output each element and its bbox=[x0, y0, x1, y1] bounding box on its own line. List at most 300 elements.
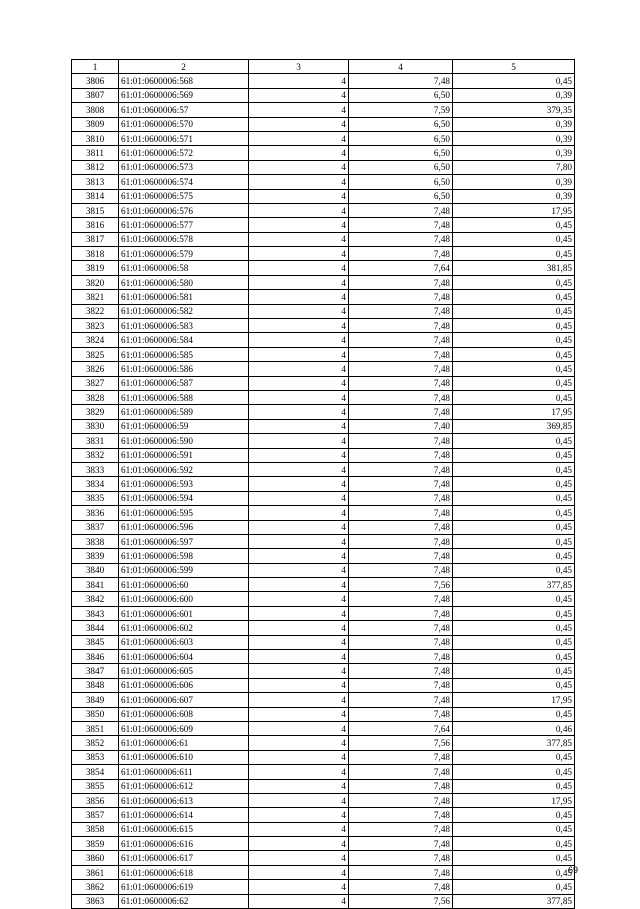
column-4-cell: 7,48 bbox=[349, 347, 453, 361]
column-4-cell: 7,48 bbox=[349, 606, 453, 620]
table-row bbox=[72, 606, 575, 620]
column-5-cell: 17,95 bbox=[453, 203, 575, 217]
column-3-cell: 4 bbox=[249, 793, 349, 807]
column-3-cell: 4 bbox=[249, 664, 349, 678]
row-number-cell: 3823 bbox=[72, 319, 119, 333]
cadastral-number-cell: 61:01:0600006:618 bbox=[119, 865, 249, 879]
column-5-cell: 0,39 bbox=[453, 117, 575, 131]
column-4-cell: 7,48 bbox=[349, 74, 453, 88]
column-5-cell: 377,85 bbox=[453, 736, 575, 750]
cadastral-number-cell: 61:01:0600006:613 bbox=[119, 793, 249, 807]
table-row bbox=[72, 793, 575, 807]
cadastral-number-cell: 61:01:0600006:594 bbox=[119, 491, 249, 505]
column-5-cell: 0,45 bbox=[453, 880, 575, 894]
column-4-cell: 7,48 bbox=[349, 319, 453, 333]
row-number-cell: 3835 bbox=[72, 491, 119, 505]
table-row bbox=[72, 160, 575, 174]
row-number-cell: 3846 bbox=[72, 650, 119, 664]
column-4-cell: 7,48 bbox=[349, 549, 453, 563]
column-3-cell: 4 bbox=[249, 218, 349, 232]
column-3-cell: 4 bbox=[249, 678, 349, 692]
table-row bbox=[72, 693, 575, 707]
column-3-cell: 4 bbox=[249, 606, 349, 620]
column-4-cell: 7,48 bbox=[349, 218, 453, 232]
row-number-cell: 3856 bbox=[72, 793, 119, 807]
cadastral-number-cell: 61:01:0600006:582 bbox=[119, 304, 249, 318]
table-header-row bbox=[72, 60, 575, 74]
table-row bbox=[72, 520, 575, 534]
column-4-cell: 7,48 bbox=[349, 837, 453, 851]
column-3-cell: 4 bbox=[249, 247, 349, 261]
column-5-cell: 0,45 bbox=[453, 678, 575, 692]
table-row bbox=[72, 175, 575, 189]
row-number-cell: 3851 bbox=[72, 721, 119, 735]
column-4-cell: 7,48 bbox=[349, 592, 453, 606]
row-number-cell: 3817 bbox=[72, 232, 119, 246]
column-4-cell: 6,50 bbox=[349, 131, 453, 145]
table-row bbox=[72, 319, 575, 333]
cadastral-number-cell: 61:01:0600006:570 bbox=[119, 117, 249, 131]
column-5-cell: 0,45 bbox=[453, 434, 575, 448]
table-row bbox=[72, 261, 575, 275]
table-row bbox=[72, 880, 575, 894]
cadastral-number-cell: 61:01:0600006:615 bbox=[119, 822, 249, 836]
column-5-cell: 0,45 bbox=[453, 347, 575, 361]
column-4-cell: 7,48 bbox=[349, 247, 453, 261]
table-row bbox=[72, 822, 575, 836]
table-row bbox=[72, 347, 575, 361]
row-number-cell: 3809 bbox=[72, 117, 119, 131]
row-number-cell: 3839 bbox=[72, 549, 119, 563]
row-number-cell: 3806 bbox=[72, 74, 119, 88]
column-3-cell: 4 bbox=[249, 117, 349, 131]
row-number-cell: 3813 bbox=[72, 175, 119, 189]
column-4-cell: 6,50 bbox=[349, 88, 453, 102]
row-number-cell: 3829 bbox=[72, 405, 119, 419]
column-4-cell: 6,50 bbox=[349, 146, 453, 160]
cadastral-number-cell: 61:01:0600006:581 bbox=[119, 290, 249, 304]
cadastral-number-cell: 61:01:0600006:577 bbox=[119, 218, 249, 232]
column-5-cell: 0,46 bbox=[453, 721, 575, 735]
row-number-cell: 3822 bbox=[72, 304, 119, 318]
column-3-cell: 4 bbox=[249, 74, 349, 88]
cadastral-number-cell: 61:01:0600006:608 bbox=[119, 707, 249, 721]
cadastral-number-cell: 61:01:0600006:585 bbox=[119, 347, 249, 361]
column-3-cell: 4 bbox=[249, 635, 349, 649]
column-3-cell: 4 bbox=[249, 477, 349, 491]
cadastral-number-cell: 61:01:0600006:619 bbox=[119, 880, 249, 894]
row-number-cell: 3832 bbox=[72, 448, 119, 462]
row-number-cell: 3830 bbox=[72, 419, 119, 433]
column-5-cell: 0,45 bbox=[453, 549, 575, 563]
cadastral-number-cell: 61:01:0600006:580 bbox=[119, 275, 249, 289]
column-5-cell: 0,45 bbox=[453, 563, 575, 577]
column-5-cell: 0,45 bbox=[453, 765, 575, 779]
column-header: 4 bbox=[349, 60, 453, 74]
row-number-cell: 3824 bbox=[72, 333, 119, 347]
column-4-cell: 7,48 bbox=[349, 333, 453, 347]
table-row bbox=[72, 621, 575, 635]
cadastral-number-cell: 61:01:0600006:602 bbox=[119, 621, 249, 635]
row-number-cell: 3861 bbox=[72, 865, 119, 879]
row-number-cell: 3858 bbox=[72, 822, 119, 836]
column-4-cell: 7,48 bbox=[349, 405, 453, 419]
column-5-cell: 0,45 bbox=[453, 621, 575, 635]
column-3-cell: 4 bbox=[249, 563, 349, 577]
column-3-cell: 4 bbox=[249, 462, 349, 476]
column-header: 5 bbox=[453, 60, 575, 74]
column-4-cell: 7,56 bbox=[349, 578, 453, 592]
row-number-cell: 3814 bbox=[72, 189, 119, 203]
column-4-cell: 7,48 bbox=[349, 491, 453, 505]
column-3-cell: 4 bbox=[249, 376, 349, 390]
column-4-cell: 7,48 bbox=[349, 865, 453, 879]
column-4-cell: 7,48 bbox=[349, 203, 453, 217]
cadastral-number-cell: 61:01:0600006:598 bbox=[119, 549, 249, 563]
table-row bbox=[72, 419, 575, 433]
table-row bbox=[72, 851, 575, 865]
column-4-cell: 6,50 bbox=[349, 189, 453, 203]
column-5-cell: 0,45 bbox=[453, 851, 575, 865]
column-4-cell: 7,48 bbox=[349, 376, 453, 390]
column-4-cell: 7,48 bbox=[349, 650, 453, 664]
row-number-cell: 3845 bbox=[72, 635, 119, 649]
column-5-cell: 7,80 bbox=[453, 160, 575, 174]
row-number-cell: 3855 bbox=[72, 779, 119, 793]
cadastral-number-cell: 61:01:0600006:595 bbox=[119, 506, 249, 520]
column-5-cell: 0,45 bbox=[453, 390, 575, 404]
table-row bbox=[72, 232, 575, 246]
column-5-cell: 0,45 bbox=[453, 319, 575, 333]
row-number-cell: 3860 bbox=[72, 851, 119, 865]
table-row bbox=[72, 808, 575, 822]
column-5-cell: 0,45 bbox=[453, 247, 575, 261]
column-3-cell: 4 bbox=[249, 765, 349, 779]
column-5-cell: 377,85 bbox=[453, 894, 575, 908]
cadastral-number-cell: 61:01:0600006:609 bbox=[119, 721, 249, 735]
column-5-cell: 0,45 bbox=[453, 448, 575, 462]
column-5-cell: 0,39 bbox=[453, 146, 575, 160]
table-row bbox=[72, 865, 575, 879]
column-4-cell: 7,64 bbox=[349, 261, 453, 275]
column-5-cell: 0,45 bbox=[453, 232, 575, 246]
row-number-cell: 3818 bbox=[72, 247, 119, 261]
column-3-cell: 4 bbox=[249, 103, 349, 117]
row-number-cell: 3840 bbox=[72, 563, 119, 577]
row-number-cell: 3815 bbox=[72, 203, 119, 217]
table-row bbox=[72, 103, 575, 117]
cadastral-number-cell: 61:01:0600006:591 bbox=[119, 448, 249, 462]
row-number-cell: 3848 bbox=[72, 678, 119, 692]
column-4-cell: 7,48 bbox=[349, 462, 453, 476]
column-5-cell: 369,85 bbox=[453, 419, 575, 433]
column-3-cell: 4 bbox=[249, 189, 349, 203]
column-3-cell: 4 bbox=[249, 592, 349, 606]
column-3-cell: 4 bbox=[249, 491, 349, 505]
cadastral-number-cell: 61:01:0600006:576 bbox=[119, 203, 249, 217]
row-number-cell: 3854 bbox=[72, 765, 119, 779]
column-3-cell: 4 bbox=[249, 131, 349, 145]
column-4-cell: 7,48 bbox=[349, 477, 453, 491]
cadastral-number-cell: 61:01:0600006:614 bbox=[119, 808, 249, 822]
table-row bbox=[72, 549, 575, 563]
row-number-cell: 3816 bbox=[72, 218, 119, 232]
table-row bbox=[72, 275, 575, 289]
row-number-cell: 3859 bbox=[72, 837, 119, 851]
cadastral-number-cell: 61:01:0600006:587 bbox=[119, 376, 249, 390]
cadastral-number-cell: 61:01:0600006:61 bbox=[119, 736, 249, 750]
cadastral-number-cell: 61:01:0600006:617 bbox=[119, 851, 249, 865]
cadastral-number-cell: 61:01:0600006:58 bbox=[119, 261, 249, 275]
column-4-cell: 7,48 bbox=[349, 750, 453, 764]
column-3-cell: 4 bbox=[249, 750, 349, 764]
column-4-cell: 7,48 bbox=[349, 506, 453, 520]
column-4-cell: 7,48 bbox=[349, 232, 453, 246]
column-5-cell: 0,45 bbox=[453, 650, 575, 664]
column-3-cell: 4 bbox=[249, 232, 349, 246]
column-3-cell: 4 bbox=[249, 347, 349, 361]
column-4-cell: 7,48 bbox=[349, 693, 453, 707]
row-number-cell: 3812 bbox=[72, 160, 119, 174]
table-row bbox=[72, 563, 575, 577]
row-number-cell: 3836 bbox=[72, 506, 119, 520]
row-number-cell: 3827 bbox=[72, 376, 119, 390]
column-3-cell: 4 bbox=[249, 88, 349, 102]
column-4-cell: 7,48 bbox=[349, 520, 453, 534]
row-number-cell: 3807 bbox=[72, 88, 119, 102]
column-3-cell: 4 bbox=[249, 880, 349, 894]
column-header: 2 bbox=[119, 60, 249, 74]
cadastral-number-cell: 61:01:0600006:59 bbox=[119, 419, 249, 433]
cadastral-number-cell: 61:01:0600006:584 bbox=[119, 333, 249, 347]
cadastral-number-cell: 61:01:0600006:568 bbox=[119, 74, 249, 88]
row-number-cell: 3811 bbox=[72, 146, 119, 160]
column-5-cell: 0,45 bbox=[453, 362, 575, 376]
table-row bbox=[72, 88, 575, 102]
table-row bbox=[72, 592, 575, 606]
cadastral-number-cell: 61:01:0600006:599 bbox=[119, 563, 249, 577]
row-number-cell: 3850 bbox=[72, 707, 119, 721]
column-3-cell: 4 bbox=[249, 160, 349, 174]
column-3-cell: 4 bbox=[249, 721, 349, 735]
table-row bbox=[72, 304, 575, 318]
cadastral-number-cell: 61:01:0600006:62 bbox=[119, 894, 249, 908]
row-number-cell: 3849 bbox=[72, 693, 119, 707]
row-number-cell: 3853 bbox=[72, 750, 119, 764]
data-table bbox=[71, 59, 575, 909]
column-4-cell: 7,48 bbox=[349, 880, 453, 894]
cadastral-number-cell: 61:01:0600006:592 bbox=[119, 462, 249, 476]
column-3-cell: 4 bbox=[249, 822, 349, 836]
row-number-cell: 3841 bbox=[72, 578, 119, 592]
column-5-cell: 0,45 bbox=[453, 822, 575, 836]
column-4-cell: 7,48 bbox=[349, 779, 453, 793]
cadastral-number-cell: 61:01:0600006:574 bbox=[119, 175, 249, 189]
table-row bbox=[72, 74, 575, 88]
row-number-cell: 3863 bbox=[72, 894, 119, 908]
column-4-cell: 7,48 bbox=[349, 275, 453, 289]
table-row bbox=[72, 578, 575, 592]
table-row bbox=[72, 477, 575, 491]
column-4-cell: 7,48 bbox=[349, 635, 453, 649]
column-3-cell: 4 bbox=[249, 175, 349, 189]
cadastral-number-cell: 61:01:0600006:60 bbox=[119, 578, 249, 592]
column-5-cell: 0,45 bbox=[453, 491, 575, 505]
table-row bbox=[72, 491, 575, 505]
column-4-cell: 7,56 bbox=[349, 736, 453, 750]
column-5-cell: 17,95 bbox=[453, 793, 575, 807]
column-5-cell: 0,45 bbox=[453, 218, 575, 232]
column-4-cell: 7,48 bbox=[349, 664, 453, 678]
column-5-cell: 17,95 bbox=[453, 405, 575, 419]
column-3-cell: 4 bbox=[249, 405, 349, 419]
column-3-cell: 4 bbox=[249, 290, 349, 304]
row-number-cell: 3834 bbox=[72, 477, 119, 491]
column-5-cell: 377,85 bbox=[453, 578, 575, 592]
table-row bbox=[72, 707, 575, 721]
row-number-cell: 3808 bbox=[72, 103, 119, 117]
cadastral-number-cell: 61:01:0600006:572 bbox=[119, 146, 249, 160]
table-row bbox=[72, 765, 575, 779]
cadastral-number-cell: 61:01:0600006:607 bbox=[119, 693, 249, 707]
column-5-cell: 0,45 bbox=[453, 635, 575, 649]
column-5-cell: 0,45 bbox=[453, 74, 575, 88]
cadastral-number-cell: 61:01:0600006:601 bbox=[119, 606, 249, 620]
cadastral-number-cell: 61:01:0600006:589 bbox=[119, 405, 249, 419]
column-5-cell: 0,45 bbox=[453, 750, 575, 764]
column-5-cell: 0,45 bbox=[453, 592, 575, 606]
table-row bbox=[72, 405, 575, 419]
table-row bbox=[72, 434, 575, 448]
row-number-cell: 3820 bbox=[72, 275, 119, 289]
column-3-cell: 4 bbox=[249, 549, 349, 563]
cadastral-number-cell: 61:01:0600006:593 bbox=[119, 477, 249, 491]
row-number-cell: 3826 bbox=[72, 362, 119, 376]
column-5-cell: 0,45 bbox=[453, 275, 575, 289]
cadastral-number-cell: 61:01:0600006:604 bbox=[119, 650, 249, 664]
column-5-cell: 0,45 bbox=[453, 376, 575, 390]
column-3-cell: 4 bbox=[249, 304, 349, 318]
cadastral-number-cell: 61:01:0600006:600 bbox=[119, 592, 249, 606]
column-header: 1 bbox=[72, 60, 119, 74]
table-row bbox=[72, 203, 575, 217]
column-4-cell: 7,48 bbox=[349, 448, 453, 462]
column-5-cell: 0,39 bbox=[453, 175, 575, 189]
column-5-cell: 381,85 bbox=[453, 261, 575, 275]
row-number-cell: 3847 bbox=[72, 664, 119, 678]
column-5-cell: 0,45 bbox=[453, 333, 575, 347]
table-row bbox=[72, 462, 575, 476]
row-number-cell: 3842 bbox=[72, 592, 119, 606]
column-3-cell: 4 bbox=[249, 894, 349, 908]
column-5-cell: 0,45 bbox=[453, 520, 575, 534]
column-3-cell: 4 bbox=[249, 520, 349, 534]
column-3-cell: 4 bbox=[249, 851, 349, 865]
cadastral-number-cell: 61:01:0600006:606 bbox=[119, 678, 249, 692]
table-row bbox=[72, 117, 575, 131]
column-5-cell: 0,45 bbox=[453, 462, 575, 476]
cadastral-number-cell: 61:01:0600006:588 bbox=[119, 390, 249, 404]
column-5-cell: 0,45 bbox=[453, 290, 575, 304]
row-number-cell: 3821 bbox=[72, 290, 119, 304]
table-row bbox=[72, 506, 575, 520]
row-number-cell: 3843 bbox=[72, 606, 119, 620]
column-4-cell: 6,50 bbox=[349, 175, 453, 189]
column-3-cell: 4 bbox=[249, 865, 349, 879]
column-4-cell: 7,40 bbox=[349, 419, 453, 433]
column-3-cell: 4 bbox=[249, 621, 349, 635]
column-4-cell: 7,48 bbox=[349, 534, 453, 548]
column-4-cell: 7,48 bbox=[349, 290, 453, 304]
column-5-cell: 0,39 bbox=[453, 88, 575, 102]
row-number-cell: 3844 bbox=[72, 621, 119, 635]
table-row bbox=[72, 678, 575, 692]
table-row bbox=[72, 333, 575, 347]
column-3-cell: 4 bbox=[249, 707, 349, 721]
cadastral-number-cell: 61:01:0600006:569 bbox=[119, 88, 249, 102]
cadastral-number-cell: 61:01:0600006:57 bbox=[119, 103, 249, 117]
column-4-cell: 7,48 bbox=[349, 304, 453, 318]
column-3-cell: 4 bbox=[249, 319, 349, 333]
table-row bbox=[72, 376, 575, 390]
column-3-cell: 4 bbox=[249, 362, 349, 376]
column-3-cell: 4 bbox=[249, 261, 349, 275]
column-3-cell: 4 bbox=[249, 434, 349, 448]
row-number-cell: 3838 bbox=[72, 534, 119, 548]
cadastral-number-cell: 61:01:0600006:590 bbox=[119, 434, 249, 448]
column-5-cell: 0,45 bbox=[453, 534, 575, 548]
cadastral-number-cell: 61:01:0600006:579 bbox=[119, 247, 249, 261]
cadastral-number-cell: 61:01:0600006:597 bbox=[119, 534, 249, 548]
column-5-cell: 0,45 bbox=[453, 808, 575, 822]
table-row bbox=[72, 247, 575, 261]
column-4-cell: 7,48 bbox=[349, 434, 453, 448]
column-4-cell: 7,48 bbox=[349, 390, 453, 404]
column-5-cell: 0,45 bbox=[453, 304, 575, 318]
column-5-cell: 379,35 bbox=[453, 103, 575, 117]
column-5-cell: 0,45 bbox=[453, 506, 575, 520]
column-5-cell: 0,39 bbox=[453, 131, 575, 145]
column-3-cell: 4 bbox=[249, 837, 349, 851]
column-3-cell: 4 bbox=[249, 736, 349, 750]
column-5-cell: 0,45 bbox=[453, 779, 575, 793]
column-3-cell: 4 bbox=[249, 808, 349, 822]
cadastral-number-cell: 61:01:0600006:596 bbox=[119, 520, 249, 534]
cadastral-number-cell: 61:01:0600006:603 bbox=[119, 635, 249, 649]
column-4-cell: 7,59 bbox=[349, 103, 453, 117]
column-3-cell: 4 bbox=[249, 203, 349, 217]
table-row bbox=[72, 448, 575, 462]
table-row bbox=[72, 894, 575, 908]
table-row bbox=[72, 362, 575, 376]
column-4-cell: 7,48 bbox=[349, 851, 453, 865]
page-number: 69 bbox=[568, 865, 579, 875]
cadastral-number-cell: 61:01:0600006:586 bbox=[119, 362, 249, 376]
table-row bbox=[72, 290, 575, 304]
column-3-cell: 4 bbox=[249, 578, 349, 592]
table-row bbox=[72, 390, 575, 404]
cadastral-number-cell: 61:01:0600006:571 bbox=[119, 131, 249, 145]
cadastral-number-cell: 61:01:0600006:605 bbox=[119, 664, 249, 678]
cadastral-number-cell: 61:01:0600006:573 bbox=[119, 160, 249, 174]
row-number-cell: 3819 bbox=[72, 261, 119, 275]
column-4-cell: 6,50 bbox=[349, 160, 453, 174]
table-row bbox=[72, 736, 575, 750]
column-4-cell: 7,56 bbox=[349, 894, 453, 908]
cadastral-number-cell: 61:01:0600006:610 bbox=[119, 750, 249, 764]
table-row bbox=[72, 837, 575, 851]
row-number-cell: 3852 bbox=[72, 736, 119, 750]
